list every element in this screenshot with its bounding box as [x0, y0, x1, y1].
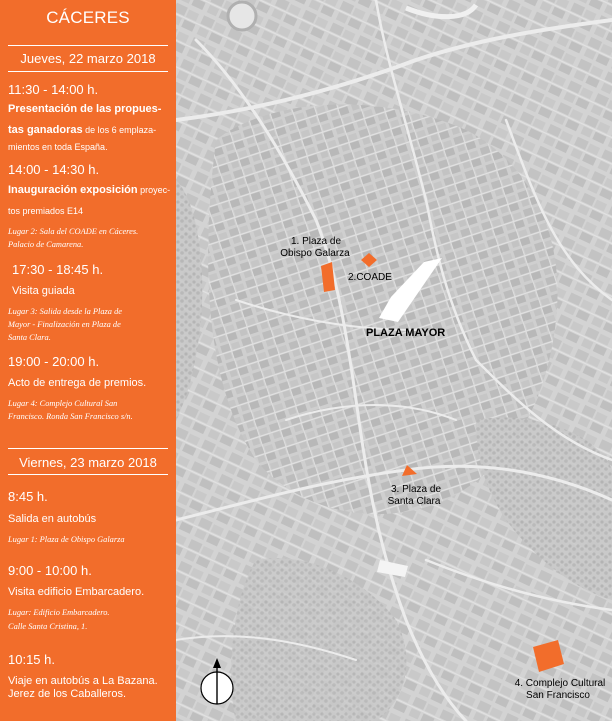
day2-event2-title: Visita edificio Embarcadero. — [8, 586, 145, 598]
label-plaza-santa-clara-line1: 3. Plaza de — [390, 484, 442, 495]
day1-event2-title: Inauguración exposición proyec- — [8, 184, 171, 196]
day2-header: Viernes, 23 marzo 2018 — [19, 455, 157, 470]
day1-event2-location-line1: Lugar 2: Sala del COADE en Cáceres. — [8, 227, 139, 236]
day1-event4-location-line1: Lugar 4: Complejo Cultural San — [8, 399, 118, 408]
day1-event3-location-line1: Lugar 3: Salida desde la Plaza de — [8, 307, 122, 316]
divider — [8, 71, 168, 72]
day2-event3-title-line1: Viaje en autobús a La Bazana. — [8, 675, 158, 687]
day2-event2-time: 9:00 - 10:00 h. — [8, 563, 92, 578]
day1-event2-time: 14:00 - 14:30 h. — [8, 162, 100, 177]
day2-event2-location-line2: Calle Santa Cristina, 1. — [8, 622, 88, 631]
day2-event3-time: 10:15 h. — [8, 652, 55, 667]
day2-event1-location: Lugar 1: Plaza de Obispo Galarza — [8, 535, 125, 544]
city-map — [176, 0, 612, 721]
day1-event3-location-line3: Santa Clara. — [8, 333, 51, 342]
day1-event4-location-line2: Francisco. Ronda San Francisco s/n. — [8, 412, 133, 421]
city-title: CÁCERES — [46, 8, 130, 27]
day1-event1-desc: mientos en toda España. — [8, 142, 108, 152]
label-plaza-obispo-galarza-line2: Obispo Galarza — [280, 248, 350, 259]
day1-event3-location-line2: Mayor - Finalización en Plaza de — [8, 320, 121, 329]
day1-header: Jueves, 22 marzo 2018 — [20, 51, 156, 66]
day2-event3-title-line2: Jerez de los Caballeros. — [8, 688, 127, 700]
bullring — [228, 2, 256, 30]
day2-event1-time: 8:45 h. — [8, 489, 48, 504]
label-complejo-san-francisco-line2: San Francisco — [526, 690, 590, 701]
day1-event1-title-line2: tas ganadoras de los 6 emplaza- — [8, 124, 157, 136]
divider — [8, 448, 168, 449]
divider — [8, 45, 168, 46]
day1-event3-title: Visita guiada — [12, 285, 75, 297]
label-plaza-santa-clara-line2: Santa Clara — [387, 496, 441, 507]
day1-event1-time: 11:30 - 14:00 h. — [8, 82, 99, 97]
day1-event2-desc: tos premiados E14 — [8, 206, 84, 216]
schedule-panel — [0, 0, 176, 721]
day1-event3-time: 17:30 - 18:45 h. — [12, 262, 104, 277]
day1-event4-title: Acto de entrega de premios. — [8, 377, 147, 389]
label-coade: 2.COADE — [348, 272, 392, 283]
day1-event4-time: 19:00 - 20:00 h. — [8, 354, 100, 369]
day2-event2-location-line1: Lugar: Edificio Embarcadero. — [8, 608, 110, 617]
label-plaza-mayor: PLAZA MAYOR — [366, 327, 446, 339]
divider — [8, 474, 168, 475]
day1-event1-title-line1: Presentación de las propues- — [8, 103, 162, 115]
label-plaza-obispo-galarza-line1: 1. Plaza de — [290, 236, 342, 247]
day2-event1-title: Salida en autobús — [8, 513, 97, 525]
label-complejo-san-francisco-line1: 4. Complejo Cultural — [514, 678, 606, 689]
day1-event2-location-line2: Palacio de Camarena. — [8, 240, 84, 249]
